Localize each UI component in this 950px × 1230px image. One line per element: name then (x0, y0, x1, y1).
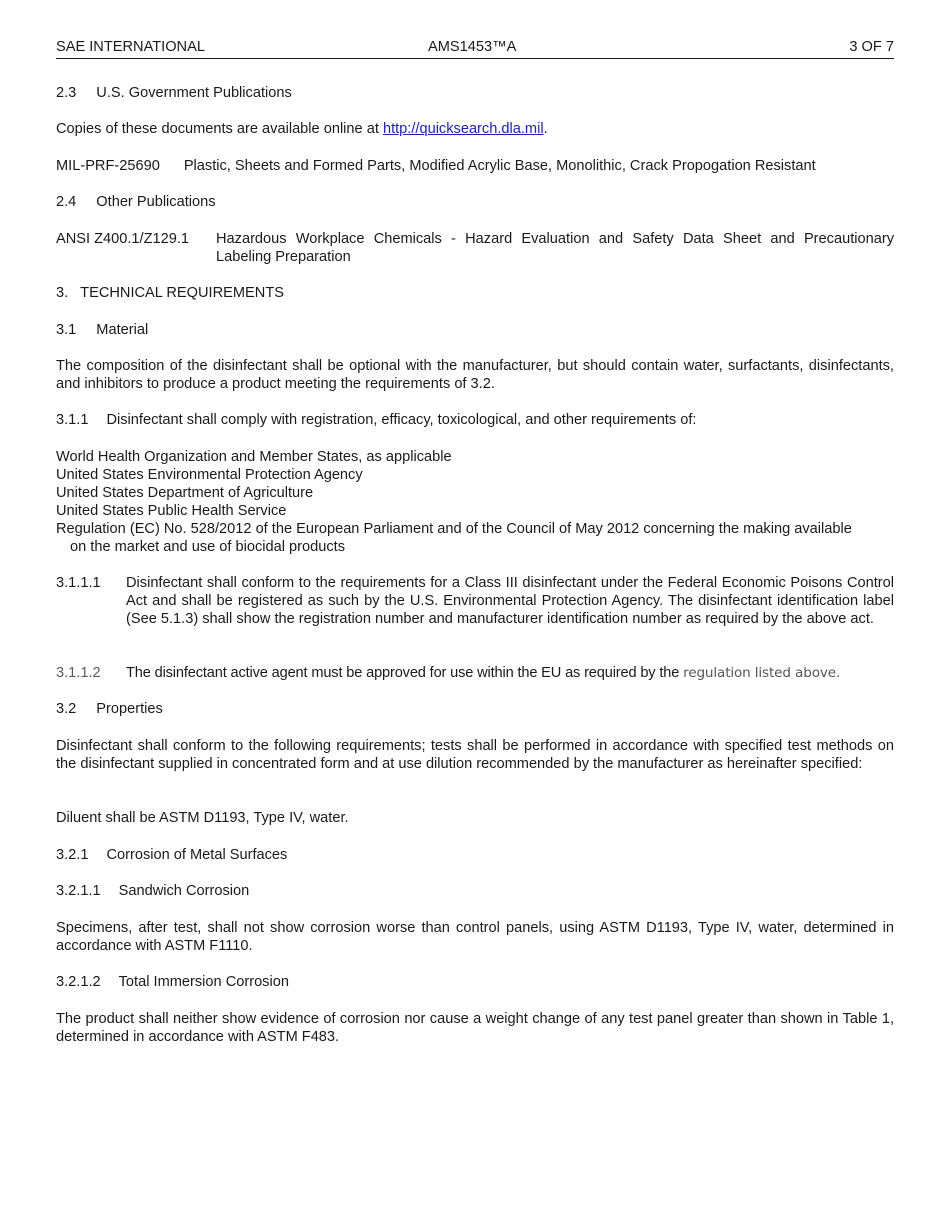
section-title: U.S. Government Publications (96, 85, 292, 101)
diluent-statement: Diluent shall be ASTM D1193, Type IV, water. (56, 810, 349, 826)
reference-mil-prf-25690 (56, 157, 894, 175)
section-3-1-1 (56, 411, 894, 429)
reference-id: ANSI Z400.1/Z129.1 (56, 231, 190, 247)
quicksearch-link[interactable]: http://quicksearch.dla.mil (382, 121, 544, 137)
reference-id: MIL-PRF-25690 (56, 158, 160, 174)
section-title: Properties (96, 701, 163, 717)
section-number: 3.2.1.2 (56, 974, 101, 990)
list-item: United States Public Health Service (56, 503, 287, 519)
section-3-2-1-heading (56, 846, 894, 864)
section-3-heading (56, 284, 894, 302)
reference-title: Plastic, Sheets and Formed Parts, Modified Acrylic Base, Monolithic, Crack Propogation Resistant (183, 158, 816, 174)
list-item: United States Environmental Protection Agency (56, 467, 363, 483)
section-number: 3.2.1 (56, 847, 89, 863)
section-title: TECHNICAL REQUIREMENTS (80, 285, 284, 301)
section-number: 3.1.1 (56, 412, 89, 428)
section-title: Corrosion of Metal Surfaces (106, 847, 288, 863)
sandwich-corrosion-paragraph: Specimens, after test, shall not show corrosion worse than control panels, using ASTM D1193, Type IV, water, determined in accordance with ASTM F1110. (56, 920, 894, 954)
material-paragraph: The composition of the disinfectant shall be optional with the manufacturer, but should contain water, surfactants, disinfectants, and inhibitors to produce a product meeting the requirements of 3.2. (56, 358, 894, 392)
header-document-id: AMS1453™A (428, 39, 517, 55)
list-item: United States Department of Agriculture (56, 485, 314, 501)
list-item: World Health Organization and Member States, as applicable (56, 449, 452, 465)
authority-list (56, 448, 894, 556)
total-immersion-paragraph: The product shall neither show evidence of corrosion nor cause a weight change of any test panel greater than shown in Table 1, determined in accordance with ASTM F483. (56, 1011, 894, 1045)
list-item-regulation: Regulation (EC) No. 528/2012 of the European Parliament and of the Council of May 2012 concerning the making available (56, 521, 852, 537)
section-number: 3.2 (56, 701, 77, 717)
list-item-regulation-continued: on the market and use of biocidal products (70, 539, 346, 555)
section-3-1-1-2 (56, 664, 894, 682)
section-text-main: The disinfectant active agent must be approved for use within the EU as required by the (126, 665, 684, 681)
section-number: 3.1.1.1 (56, 575, 101, 591)
header-page-number: 3 OF 7 (849, 39, 894, 55)
section-3-2-1-1-heading (56, 882, 894, 900)
copies-suffix: . (543, 121, 548, 137)
section-number: 3.1 (56, 322, 77, 338)
section-2-3-heading (56, 84, 894, 102)
section-text (126, 664, 894, 682)
section-title: Material (96, 322, 149, 338)
section-number: 3.1.1.2 (56, 665, 101, 681)
copies-availability-paragraph (56, 120, 894, 138)
section-number: 2.4 (56, 194, 77, 210)
section-number: 3.2.1.1 (56, 883, 101, 899)
reference-title: Hazardous Workplace Chemicals - Hazard Evaluation and Safety Data Sheet and Precautionary Labeling Preparation (216, 231, 894, 265)
section-2-4-heading (56, 193, 894, 211)
section-3-2-1-2-heading (56, 973, 894, 991)
section-number: 2.3 (56, 85, 77, 101)
section-3-2-heading (56, 700, 894, 718)
copies-text: Copies of these documents are available online at (56, 121, 383, 137)
section-text: Disinfectant shall comply with registration, efficacy, toxicological, and other requirements of: (106, 412, 697, 428)
header-organization: SAE INTERNATIONAL (56, 39, 205, 55)
section-title: Other Publications (96, 194, 216, 210)
section-text-tail: regulation listed above. (683, 665, 841, 681)
section-number: 3. (56, 285, 69, 301)
section-title: Sandwich Corrosion (118, 883, 250, 899)
page-header (56, 38, 894, 59)
properties-paragraph: Disinfectant shall conform to the following requirements; tests shall be performed in accordance with specified test methods on the disinfectant supplied in concentrated form and at use dilution recommended by the manufacturer as hereinafter specified: (56, 738, 894, 772)
section-text: Disinfectant shall conform to the requirements for a Class III disinfectant under the Federal Economic Poisons Control Act and shall be registered as such by the U.S. Environmental Protection Agency. The disinfectant identification label (See 5.1.3) shall show the registration number and manufacturer identification number as required by the above act. (126, 575, 894, 627)
reference-ansi-z400 (56, 230, 894, 266)
section-title: Total Immersion Corrosion (118, 974, 289, 990)
section-3-1-1-1 (56, 574, 894, 646)
section-3-1-heading (56, 321, 894, 339)
